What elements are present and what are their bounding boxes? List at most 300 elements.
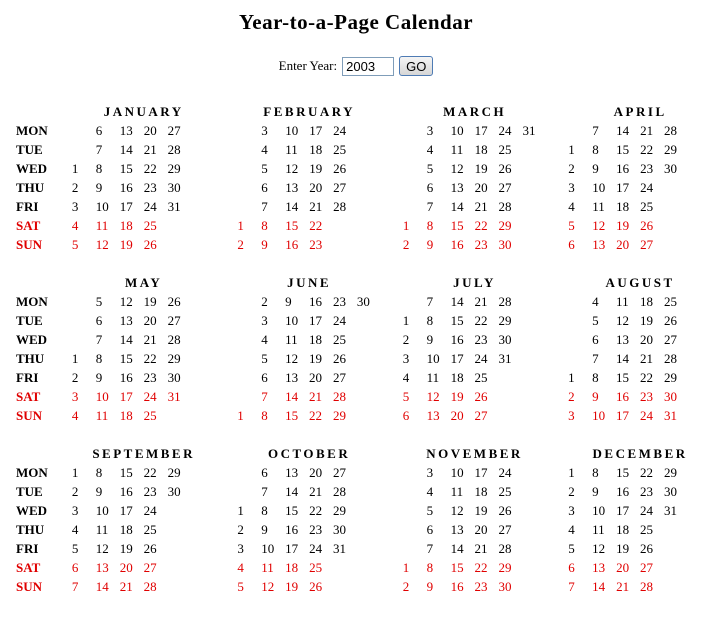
date-cell [522, 463, 546, 482]
month-title-january: JANUARY [103, 104, 184, 119]
date-cell: 24 [332, 313, 346, 328]
month-gap [546, 178, 568, 197]
date-cell: 24 [143, 503, 157, 518]
date-cell: 6 [95, 123, 103, 138]
date-cell [403, 463, 427, 482]
date-cell: 29 [167, 465, 181, 480]
month-gap [215, 311, 237, 330]
date-cell: 6 [261, 180, 268, 195]
date-cell: 4 [71, 218, 79, 233]
date-cell [568, 121, 592, 140]
date-cell [168, 539, 192, 558]
date-cell: 24 [333, 123, 347, 138]
date-cell: 19 [285, 579, 299, 594]
date-cell: 2 [237, 237, 244, 252]
date-cell: 27 [498, 180, 512, 195]
date-cell [403, 520, 427, 539]
date-cell: 3 [568, 503, 575, 518]
date-cell [522, 406, 546, 425]
date-cell: 6 [568, 237, 575, 252]
date-cell: 16 [285, 522, 299, 537]
date-cell: 15 [450, 560, 464, 575]
date-cell [357, 406, 381, 425]
date-cell: 2 [261, 294, 268, 309]
date-cell: 5 [426, 161, 434, 176]
date-cell [688, 330, 712, 349]
day-row-thu [16, 349, 712, 368]
day-label-sun: SUN [16, 237, 43, 252]
date-cell: 14 [285, 199, 299, 214]
date-cell: 22 [474, 218, 488, 233]
date-cell: 19 [616, 218, 630, 233]
date-cell [192, 349, 216, 368]
date-cell [192, 501, 216, 520]
month-gap [546, 349, 568, 368]
date-cell: 16 [309, 294, 323, 309]
date-cell: 4 [426, 484, 434, 499]
date-cell: 10 [592, 408, 606, 423]
date-cell: 26 [167, 294, 181, 309]
month-title-october: OCTOBER [267, 446, 351, 461]
date-cell: 14 [592, 579, 606, 594]
date-cell: 7 [261, 484, 268, 499]
month-gap [546, 159, 568, 178]
date-cell: 23 [640, 389, 653, 404]
date-cell: 22 [309, 218, 323, 233]
calendar-band-1 [16, 102, 712, 254]
date-cell: 31 [333, 541, 347, 556]
date-cell: 26 [640, 218, 654, 233]
date-cell: 20 [143, 313, 157, 328]
date-cell: 16 [450, 237, 464, 252]
date-cell: 19 [309, 351, 323, 366]
date-cell: 24 [143, 389, 157, 404]
date-cell: 15 [450, 313, 464, 328]
date-cell: 8 [261, 503, 268, 518]
date-cell: 5 [568, 541, 575, 556]
date-cell [522, 520, 546, 539]
date-cell: 17 [119, 199, 133, 214]
date-cell: 21 [616, 579, 630, 594]
date-cell [522, 159, 546, 178]
date-cell: 1 [71, 161, 79, 176]
day-row-sat [16, 387, 712, 406]
date-cell: 6 [592, 332, 599, 347]
date-cell [72, 330, 96, 349]
date-cell [237, 197, 261, 216]
month-gap [381, 349, 403, 368]
date-cell: 10 [285, 123, 299, 138]
month-gap [546, 558, 568, 577]
date-cell: 3 [71, 199, 79, 214]
date-cell [237, 311, 261, 330]
day-label-sat: SAT [16, 560, 41, 575]
date-cell: 7 [568, 579, 575, 594]
month-gap [215, 520, 237, 539]
date-cell [72, 121, 96, 140]
date-cell: 11 [450, 484, 464, 499]
date-cell: 15 [119, 465, 133, 480]
date-cell: 10 [95, 199, 109, 214]
date-cell [403, 197, 427, 216]
date-cell [168, 520, 192, 539]
day-label-mon: MON [16, 465, 48, 480]
date-cell [522, 235, 546, 254]
date-cell: 21 [309, 484, 323, 499]
day-label-sun: SUN [16, 408, 43, 423]
date-cell: 30 [356, 294, 370, 309]
date-cell: 6 [71, 560, 79, 575]
date-cell [403, 159, 427, 178]
date-cell [688, 558, 712, 577]
date-cell: 5 [402, 389, 410, 404]
date-cell: 21 [474, 294, 488, 309]
date-cell: 14 [285, 389, 299, 404]
date-cell: 29 [333, 503, 347, 518]
date-cell: 17 [616, 408, 630, 423]
date-cell: 23 [309, 237, 323, 252]
date-cell: 30 [333, 522, 347, 537]
date-cell [403, 539, 427, 558]
date-cell [357, 558, 381, 577]
date-cell: 3 [568, 408, 575, 423]
date-cell: 2 [568, 484, 575, 499]
date-cell [688, 501, 712, 520]
month-gap [381, 482, 403, 501]
month-gap [381, 235, 403, 254]
date-cell: 23 [474, 237, 488, 252]
date-cell: 16 [616, 161, 630, 176]
date-cell [357, 463, 381, 482]
date-cell: 14 [95, 579, 109, 594]
date-cell: 19 [309, 161, 323, 176]
date-cell: 8 [592, 370, 599, 385]
date-cell [664, 558, 688, 577]
date-cell: 3 [568, 180, 575, 195]
date-cell [357, 577, 381, 596]
date-cell [168, 501, 192, 520]
date-cell: 21 [474, 541, 488, 556]
month-title-november: NOVEMBER [426, 446, 523, 461]
date-cell [664, 520, 688, 539]
day-label-fri: FRI [16, 199, 39, 214]
date-cell: 27 [333, 180, 347, 195]
day-row-thu [16, 520, 712, 539]
date-cell [357, 311, 381, 330]
day-label-mon: MON [16, 123, 48, 138]
date-cell: 20 [450, 408, 464, 423]
date-cell [688, 178, 712, 197]
date-cell [357, 501, 381, 520]
date-cell [192, 577, 216, 596]
date-cell [522, 311, 546, 330]
date-cell: 1 [237, 408, 244, 423]
date-cell [357, 216, 381, 235]
go-button[interactable]: GO [399, 56, 433, 76]
date-cell: 1 [402, 313, 410, 328]
date-cell: 12 [285, 161, 299, 176]
date-cell: 12 [426, 389, 440, 404]
date-cell: 9 [95, 370, 103, 385]
date-cell: 9 [426, 579, 434, 594]
calendar-band-3 [16, 444, 712, 596]
month-gap [215, 330, 237, 349]
day-row-thu [16, 178, 712, 197]
date-cell: 16 [285, 237, 299, 252]
date-cell: 14 [119, 142, 133, 157]
date-cell [568, 349, 592, 368]
date-cell [168, 235, 192, 254]
date-cell: 19 [119, 541, 133, 556]
date-cell: 3 [71, 389, 79, 404]
date-cell: 15 [285, 503, 299, 518]
date-cell [237, 121, 261, 140]
date-cell: 1 [568, 142, 575, 157]
date-cell: 14 [616, 123, 630, 138]
date-cell: 3 [402, 351, 410, 366]
date-cell [192, 140, 216, 159]
date-cell [688, 121, 712, 140]
month-gap [546, 539, 568, 558]
date-cell [522, 368, 546, 387]
date-cell [688, 311, 712, 330]
date-cell: 20 [119, 560, 133, 575]
date-cell: 2 [402, 237, 410, 252]
date-cell: 26 [498, 161, 512, 176]
date-cell [237, 330, 261, 349]
date-cell: 9 [592, 484, 599, 499]
date-cell: 11 [426, 370, 440, 385]
date-cell: 26 [143, 541, 157, 556]
date-cell: 28 [498, 199, 512, 214]
month-title-august: AUGUST [605, 275, 675, 290]
day-label-thu: THU [16, 522, 45, 537]
date-cell: 31 [167, 389, 181, 404]
date-cell: 4 [592, 294, 599, 309]
date-cell: 13 [119, 123, 133, 138]
month-title-june: JUNE [287, 275, 332, 290]
month-gap [546, 102, 568, 121]
date-cell: 8 [95, 465, 103, 480]
month-gap [215, 102, 237, 121]
date-cell: 13 [285, 370, 299, 385]
date-cell [688, 292, 712, 311]
date-cell: 13 [592, 560, 606, 575]
date-cell: 3 [426, 465, 434, 480]
date-cell: 27 [167, 123, 181, 138]
date-cell: 5 [261, 161, 268, 176]
date-cell: 9 [261, 522, 268, 537]
month-gap [381, 216, 403, 235]
date-cell: 2 [71, 484, 79, 499]
date-cell: 22 [640, 370, 653, 385]
date-cell: 3 [237, 541, 244, 556]
date-cell [237, 463, 261, 482]
date-cell: 2 [71, 370, 79, 385]
date-cell: 10 [450, 465, 464, 480]
date-cell: 6 [402, 408, 410, 423]
date-cell: 8 [592, 142, 599, 157]
date-cell: 12 [285, 351, 299, 366]
date-cell [333, 577, 357, 596]
month-gap [381, 311, 403, 330]
date-cell [688, 368, 712, 387]
date-cell [357, 159, 381, 178]
date-cell: 24 [143, 199, 157, 214]
month-gap [215, 159, 237, 178]
day-row-sat [16, 216, 712, 235]
date-cell: 18 [119, 218, 133, 233]
date-cell [522, 197, 546, 216]
month-title-may: MAY [124, 275, 163, 290]
date-cell: 3 [261, 123, 268, 138]
date-cell: 27 [640, 560, 654, 575]
date-cell: 18 [119, 522, 133, 537]
date-cell: 5 [261, 351, 268, 366]
date-cell [403, 178, 427, 197]
date-cell: 17 [285, 541, 299, 556]
month-title-december: DECEMBER [592, 446, 688, 461]
date-cell: 17 [309, 313, 323, 328]
day-label-thu: THU [16, 351, 45, 366]
day-label-mon: MON [16, 294, 48, 309]
date-cell [357, 121, 381, 140]
date-cell: 29 [332, 408, 346, 423]
month-gap [381, 387, 403, 406]
date-cell: 24 [498, 123, 512, 138]
date-cell: 12 [119, 294, 133, 309]
date-cell: 25 [332, 332, 346, 347]
date-cell: 22 [474, 313, 488, 328]
date-cell: 13 [285, 180, 299, 195]
date-cell: 17 [474, 123, 488, 138]
year-input[interactable] [342, 57, 394, 76]
date-cell [688, 349, 712, 368]
date-cell: 15 [450, 218, 464, 233]
date-cell: 20 [474, 180, 488, 195]
date-cell [403, 121, 427, 140]
month-gap [215, 406, 237, 425]
date-cell [168, 577, 192, 596]
date-cell: 17 [616, 180, 630, 195]
date-cell: 1 [402, 218, 410, 233]
date-cell: 4 [71, 522, 79, 537]
date-cell [403, 501, 427, 520]
day-label-fri: FRI [16, 541, 39, 556]
date-cell: 20 [143, 123, 157, 138]
day-label-tue: TUE [16, 484, 43, 499]
date-cell: 29 [498, 313, 512, 328]
date-cell: 10 [592, 503, 606, 518]
date-cell: 2 [568, 161, 575, 176]
day-row-wed [16, 159, 712, 178]
date-cell: 25 [474, 370, 488, 385]
date-cell: 7 [426, 541, 434, 556]
date-cell: 11 [95, 218, 109, 233]
date-cell: 9 [592, 389, 599, 404]
date-cell: 21 [309, 199, 323, 214]
calendar-band-2 [16, 273, 712, 425]
date-cell: 20 [309, 370, 323, 385]
date-cell: 11 [95, 408, 109, 423]
date-cell: 23 [474, 579, 488, 594]
month-gap [546, 273, 568, 292]
day-row-mon [16, 463, 712, 482]
date-cell: 10 [450, 123, 464, 138]
date-cell: 15 [616, 142, 630, 157]
date-cell: 2 [402, 579, 410, 594]
date-cell: 9 [592, 161, 599, 176]
date-cell: 28 [664, 123, 677, 138]
date-cell: 20 [640, 332, 653, 347]
month-title-february: FEBRUARY [263, 104, 356, 119]
date-cell: 9 [426, 332, 434, 347]
date-cell: 24 [474, 351, 488, 366]
date-cell [688, 216, 712, 235]
date-cell: 26 [474, 389, 488, 404]
date-cell: 23 [474, 332, 488, 347]
page-title: Year-to-a-Page Calendar [238, 10, 474, 34]
month-title-july: JULY [453, 275, 496, 290]
month-title-april: APRIL [613, 104, 667, 119]
date-cell [403, 482, 427, 501]
date-cell: 25 [640, 199, 654, 214]
date-cell [664, 235, 688, 254]
date-cell: 11 [592, 199, 605, 214]
date-cell: 18 [616, 199, 630, 214]
date-cell: 18 [474, 142, 488, 157]
date-cell: 30 [167, 370, 181, 385]
month-gap [381, 330, 403, 349]
date-cell [357, 520, 381, 539]
date-cell: 18 [119, 408, 133, 423]
date-cell: 8 [95, 161, 103, 176]
month-gap [381, 406, 403, 425]
month-gap [215, 349, 237, 368]
date-cell: 5 [71, 541, 79, 556]
date-cell [357, 178, 381, 197]
month-gap [215, 121, 237, 140]
date-cell: 21 [474, 199, 488, 214]
date-cell: 27 [474, 408, 488, 423]
month-gap [215, 235, 237, 254]
date-cell [522, 140, 546, 159]
month-gap [381, 292, 403, 311]
month-gap [546, 463, 568, 482]
date-cell: 1 [568, 370, 575, 385]
date-cell: 23 [640, 484, 654, 499]
day-column-spacer [16, 102, 72, 121]
date-cell: 29 [663, 370, 677, 385]
date-cell [192, 178, 216, 197]
month-gap [381, 159, 403, 178]
date-cell [192, 159, 216, 178]
date-cell: 27 [332, 370, 346, 385]
date-cell: 25 [143, 408, 157, 423]
date-cell: 13 [450, 522, 464, 537]
date-cell: 21 [143, 142, 157, 157]
date-cell: 4 [568, 199, 575, 214]
month-gap [215, 577, 237, 596]
date-cell: 28 [498, 541, 512, 556]
date-cell: 1 [71, 465, 79, 480]
date-cell: 28 [167, 332, 181, 347]
date-cell: 20 [474, 522, 488, 537]
date-cell [237, 140, 261, 159]
date-cell: 27 [333, 465, 347, 480]
date-cell [688, 387, 712, 406]
month-title-september: SEPTEMBER [92, 446, 195, 461]
